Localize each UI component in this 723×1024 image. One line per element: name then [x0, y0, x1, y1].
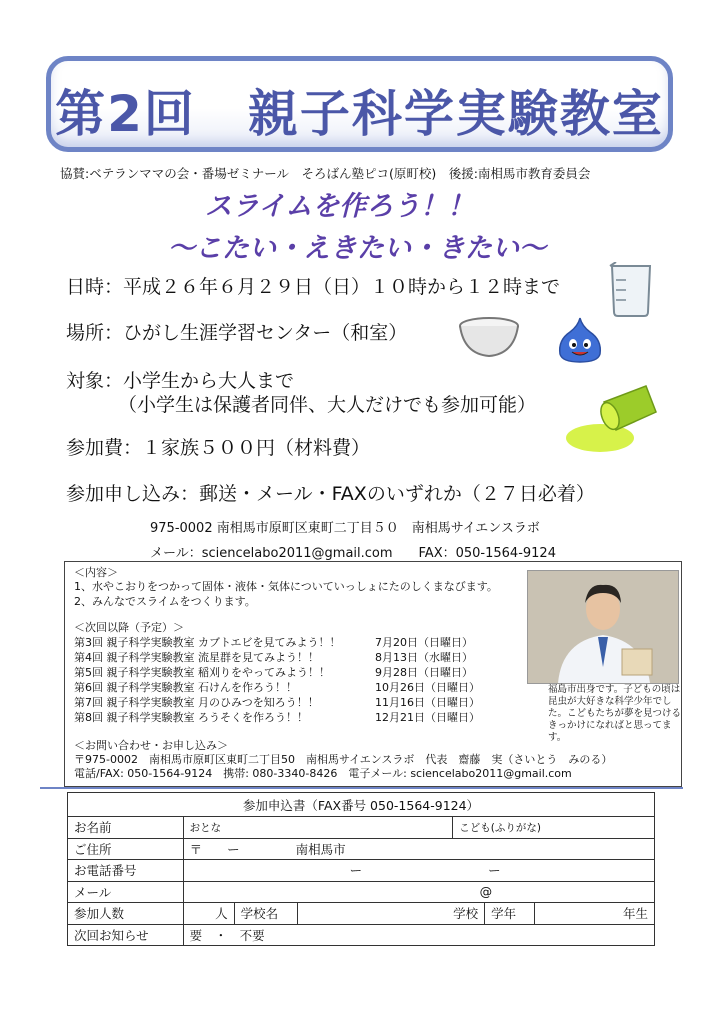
- contact-mail-fax: メール：sciencelabo2011@gmail.com FAX：050-1564-9124: [150, 546, 556, 561]
- city-text: 南相馬市: [295, 841, 346, 857]
- schedule-no: 第8回: [74, 711, 103, 724]
- phone-dash-2: ー: [488, 863, 501, 879]
- schedule-row: [74, 651, 319, 664]
- schedule-theme: 月のひみつを知ろう！！: [198, 696, 319, 709]
- schedule-date: 11月16日（日曜日）: [375, 696, 480, 709]
- child-label: こども(ふりがな): [459, 821, 541, 834]
- inquiry-address: 〒975-0002 南相馬市原町区東町二丁目50 南相馬サイエンスラボ 代表 齋藤 実（さいとう みのる）: [74, 753, 613, 766]
- schedule-date: 12月21日（日曜日）: [375, 711, 480, 724]
- count-field[interactable]: [183, 903, 234, 925]
- schedule-no: 第5回: [74, 666, 103, 679]
- schedule-no: 第3回: [74, 636, 103, 649]
- schedule-theme: 流星群を見てみよう！！: [198, 651, 319, 664]
- schedule-no: 第6回: [74, 681, 103, 694]
- mail-label: メール: [68, 881, 184, 903]
- event-target: 対象：小学生から大人まで: [66, 370, 295, 392]
- catch-line-1: スライムを作ろう！！: [205, 191, 475, 222]
- slime-icon: [556, 316, 604, 364]
- inquiry-phone: 電話/FAX: 050-1564-9124 携帯: 080-3340-8426 電子メール: sciencelabo2011@gmail.com: [74, 767, 572, 780]
- schedule-theme: カブトエビを見てみよう！！: [198, 636, 341, 649]
- schedule-row: [74, 711, 308, 724]
- photo-caption: 福島市出身です。子どもの頃は昆虫が大好きな科学少年でした。こどもたちが夢を見つけるきっかけになればと思ってます。: [548, 684, 682, 743]
- notice-label: 次回お知らせ: [68, 924, 184, 946]
- presenter-photo: [527, 570, 679, 684]
- content-item-1: 1、水やこおりをつかって固体・液体・気体についていっしょにたのしくまなびます。: [74, 580, 498, 593]
- presenter-figure: [528, 571, 678, 683]
- page-title: 第2回 親子科学実験教室: [55, 85, 664, 143]
- phone-field[interactable]: [183, 860, 654, 882]
- schedule-name: 親子科学実験教室: [106, 681, 195, 694]
- name-label: お名前: [68, 817, 184, 839]
- schedule-name: 親子科学実験教室: [106, 711, 195, 724]
- beaker-icon: [606, 262, 656, 318]
- event-date: 日時：平成２６年６月２９日（日）１０時から１２時まで: [66, 276, 561, 298]
- content-item-2: 2、みんなでスライムをつくります。: [74, 595, 256, 608]
- divider: [40, 787, 683, 789]
- schedule-name: 親子科学実験教室: [106, 651, 195, 664]
- schedule-heading: ＜次回以降（予定）＞: [74, 621, 184, 634]
- person-unit: 人: [215, 906, 228, 922]
- school-unit: 学校: [453, 906, 479, 922]
- application-form: [67, 792, 655, 946]
- bowl-icon: [458, 316, 520, 358]
- event-fee: 参加費：１家族５００円（材料費）: [66, 437, 371, 459]
- schedule-row: [74, 681, 297, 694]
- schedule-no: 第4回: [74, 651, 103, 664]
- schedule-name: 親子科学実験教室: [106, 666, 195, 679]
- schedule-no: 第7回: [74, 696, 103, 709]
- phone-label: お電話番号: [68, 860, 184, 882]
- mail-field[interactable]: [183, 881, 654, 903]
- schedule-date: 10月26日（日曜日）: [375, 681, 480, 694]
- schedule-date: 7月20日（日曜日）: [375, 636, 473, 649]
- postal-mark: 〒 ー: [189, 841, 240, 857]
- event-place: 場所：ひがし生涯学習センター（和室）: [66, 322, 408, 344]
- schedule-theme: 稲刈りをやってみよう！！: [198, 666, 330, 679]
- schedule-theme: ろうそくを作ろう！！: [198, 711, 308, 724]
- schedule-date: 8月13日（水曜日）: [375, 651, 473, 664]
- schedule-date: 9月28日（日曜日）: [375, 666, 473, 679]
- schedule-row: [74, 636, 341, 649]
- child-name-field[interactable]: [453, 817, 655, 839]
- catch-line-2: 〜こたい・えきたい・きたい〜: [168, 233, 546, 264]
- address-field[interactable]: [183, 838, 654, 860]
- green-slime-icon: [560, 380, 660, 460]
- schedule-row: [74, 666, 330, 679]
- schedule-theme: 石けんを作ろう！！: [198, 681, 297, 694]
- event-apply: 参加申し込み：郵送・メール・FAXのいずれか（２７日必着）: [66, 483, 595, 505]
- schedule-row: [74, 696, 319, 709]
- grade-field[interactable]: [535, 903, 655, 925]
- event-target-note: （小学生は保護者同伴、大人だけでも参加可能）: [118, 394, 537, 416]
- inquiry-heading: ＜お問い合わせ・お申し込み＞: [74, 739, 228, 752]
- schedule-name: 親子科学実験教室: [106, 636, 195, 649]
- adult-name-field[interactable]: [183, 817, 453, 839]
- content-heading: ＜内容＞: [74, 566, 118, 579]
- count-label: 参加人数: [68, 903, 184, 925]
- school-label: 学校名: [234, 903, 297, 925]
- school-field[interactable]: [297, 903, 485, 925]
- form-heading: 参加申込書（FAX番号 050-1564-9124）: [68, 793, 655, 817]
- sponsor-line: 協賛:ベテランママの会・番場ゼミナール そろばん塾ピコ(原町校) 後援:南相馬市教育委員会: [60, 166, 591, 181]
- schedule-name: 親子科学実験教室: [106, 696, 195, 709]
- address-label: ご住所: [68, 838, 184, 860]
- notice-options[interactable]: 要 ・ 不要: [183, 924, 654, 946]
- contact-address: 975-0002 南相馬市原町区東町二丁目５０ 南相馬サイエンスラボ: [150, 521, 540, 536]
- at-mark: @: [479, 884, 493, 900]
- grade-label: 学年: [485, 903, 535, 925]
- adult-label: おとな: [189, 821, 222, 834]
- phone-dash-1: ー: [349, 863, 363, 879]
- grade-unit: 年生: [622, 906, 648, 922]
